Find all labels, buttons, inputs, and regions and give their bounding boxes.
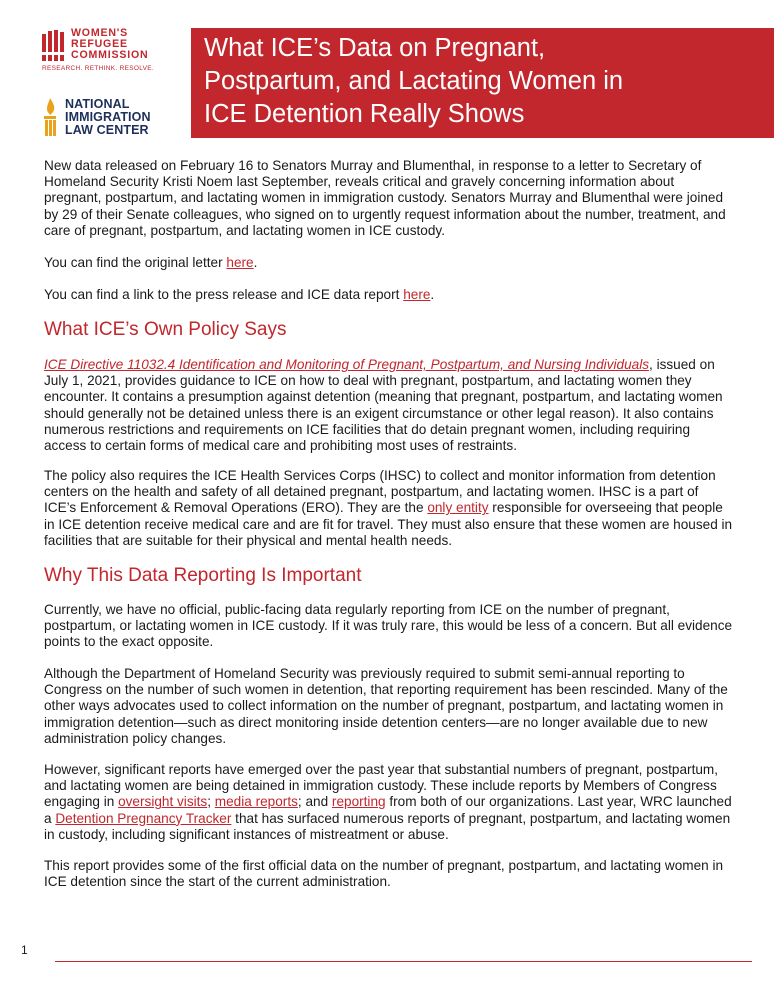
torch-icon [42, 98, 58, 136]
only-entity-link[interactable]: only entity [427, 500, 489, 516]
section-heading-importance: Why This Data Reporting Is Important [44, 565, 362, 586]
media-reports-link[interactable]: media reports [214, 794, 298, 810]
importance-paragraph-4: This report provides some of the first official data on the number of pregnant, postpartum, and lactating women in ICE detention since the start of the current administration. [44, 858, 724, 890]
wrc-tagline: RESEARCH. RETHINK. RESOLVE. [42, 65, 155, 72]
nilc-logo-text: NATIONAL IMMIGRATION LAW CENTER [65, 97, 151, 137]
oversight-visits-link[interactable]: oversight visits [118, 794, 208, 810]
nilc-logo [42, 98, 172, 138]
original-letter-line: You can find the original letter here. [44, 255, 258, 270]
page-title: What ICE’s Data on Pregnant, Postpartum, and Lactating Women in ICE Detention Really Shows [204, 34, 624, 128]
title-banner [191, 28, 774, 138]
importance-paragraph-2: Although the Department of Homeland Security was previously required to submit semi-annual reporting to Congress on the number of such women in detention, that reporting requirement has been rescinded. Many of the other ways advocates used to collect information on the number of pregnant, postpartum, and lactating women in immigration detention—such as direct monitoring inside detention centers—are no longer available due to new administration policy changes. [44, 666, 728, 746]
wrc-logo-text: WOMEN'S REFUGEE COMMISSION [71, 27, 149, 61]
section-heading-policy: What ICE’s Own Policy Says [44, 319, 287, 340]
wrc-bars-icon [42, 30, 67, 61]
footer-divider [55, 961, 752, 962]
reporting-link[interactable]: reporting [331, 794, 386, 810]
detention-pregnancy-tracker-link[interactable]: Detention Pregnancy Tracker [55, 810, 232, 826]
original-letter-link[interactable]: here [226, 255, 254, 270]
policy-paragraph-2: The policy also requires the ICE Health Services Corps (IHSC) to collect and monitor information from detention centers on the health and safety of all detained pregnant, postpartum, and lactating women. IHSC is a part of ICE’s Enforcement & Removal Operations (ERO). They are the only entity responsible for overseeing that people in ICE detention receive medical care and are fit for travel. They must also ensure that these women are housed in facilities that are suitable for their physical and mental health needs. [44, 468, 733, 548]
press-release-link[interactable]: here [403, 287, 431, 302]
policy-paragraph-1: ICE Directive 11032.4 Identification and Monitoring of Pregnant, Postpartum, and Nursing Individuals, issued on July 1, 2021, provides guidance to ICE on how to deal with pregnant, postpartum, and lactating women they encounter. It contains a presumption against detention (meaning that pregnant, postpartum, and lactating women should generally not be detained unless there is an exigent circumstance or other legal reason). It also contains numerous restrictions and requirements on ICE facilities that do detain pregnant women, including requiring access to certain forms of medical care and prohibiting most uses of restraints. [44, 357, 723, 454]
ice-directive-link[interactable]: ICE Directive 11032.4 Identification and Monitoring of Pregnant, Postpartum, and Nursing Individuals [44, 357, 650, 372]
page-number: 1 [21, 943, 28, 957]
importance-paragraph-1: Currently, we have no official, public-facing data regularly reporting from ICE on the number of pregnant, postpartum, or lactating women in ICE custody. If it was truly rare, this would be less of a concern. But all evidence points to the exact opposite. [44, 602, 733, 650]
intro-paragraph: New data released on February 16 to Senators Murray and Blumenthal, in response to a letter to Secretary of Homeland Security Kristi Noem last September, reveals critical and gravely concerning information about pregnant, postpartum, and lactating women in immigration custody. Senators Murray and Blumenthal were joined by 29 of their Senate colleagues, who signed on to urgently request information about the number, treatment, and care of pregnant, postpartum, and lactating women in ICE custody. [44, 158, 726, 238]
wrc-logo [42, 28, 162, 76]
press-release-line: You can find a link to the press release and ICE data report here. [44, 287, 435, 302]
importance-paragraph-3: However, significant reports have emerged over the past year that substantial numbers of pregnant, postpartum, and lactating women are being detained in immigration custody. These include reports by Members of Congress engaging in oversight visits; media reports; and reporting from both of our organizations. Last year, WRC launched a Detention Pregnancy Tracker that has surfaced numerous reports of pregnant, postpartum, and lactating women in custody, including significant instances of mistreatment or abuse. [44, 762, 732, 842]
